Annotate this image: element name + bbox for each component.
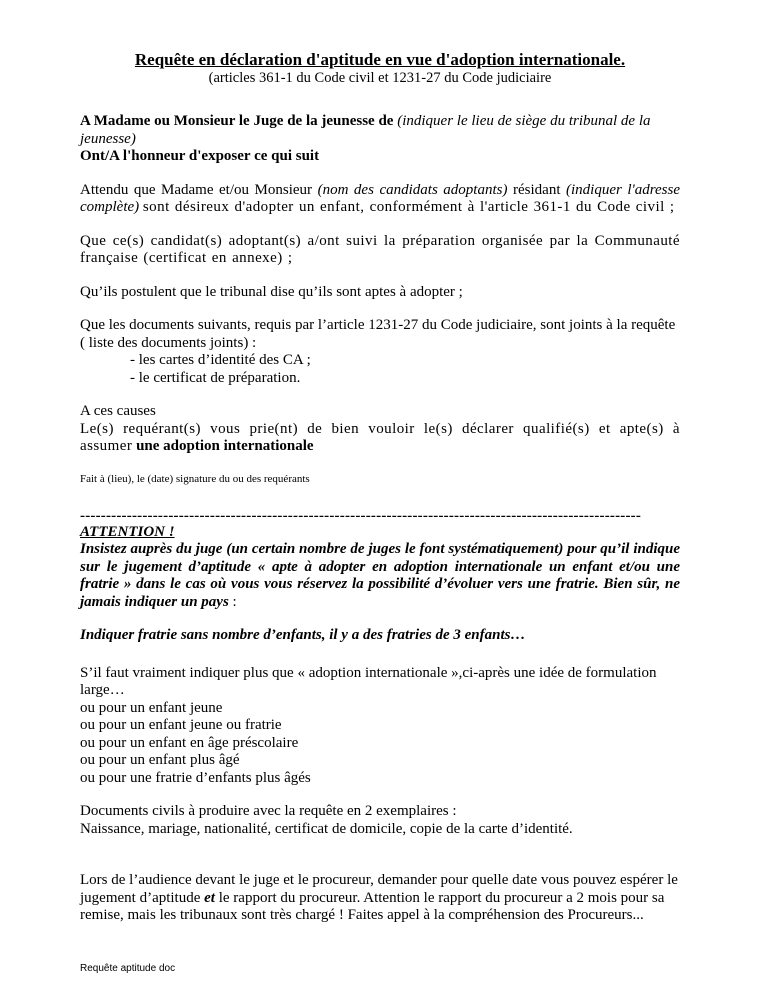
honneur-line: Ont/A l'honneur d'exposer ce qui suit: [80, 148, 320, 164]
page-footer: Requête aptitude doc: [80, 963, 176, 974]
attendu-names-placeholder: (nom des candidats adoptants): [317, 181, 508, 198]
civils-line-2: Naissance, mariage, nationalité, certificat de domicile, copie de la carte d’identité.: [80, 820, 573, 837]
audience-paragraph: [80, 872, 680, 925]
separator-line: ------------------------------------------------------------------------------------------------------------: [80, 509, 642, 524]
formulation-block: [80, 665, 680, 788]
formulation-item: ou pour un enfant en âge préscolaire: [80, 734, 299, 751]
address-placeholder: (indiquer le lieu de siège du tribunal de la jeunesse): [80, 113, 651, 147]
audience-emphasis: et: [204, 889, 215, 906]
attention-block: [80, 524, 680, 612]
audience-text-2: le rapport du procureur. Attention le rapport du procureur a 2 mois pour sa remise, mais les tribunaux sont très chargé ! Faites appel à la compréhension des Procureurs...: [80, 889, 665, 923]
postulent-paragraph: Qu’ils postulent que le tribunal dise qu’ils sont aptes à adopter ;: [80, 283, 463, 300]
attention-heading: ATTENTION !: [80, 523, 175, 540]
document-title: Requête en déclaration d'aptitude en vue d'adoption internationale.: [134, 50, 626, 69]
causes-line-2: Le(s) requérant(s) vous prie(nt) de bien vouloir le(s) déclarer qualifié(s) et apte(s) à assumer: [80, 420, 680, 454]
causes-line-1: A ces causes: [80, 403, 156, 419]
attention-colon: :: [228, 593, 237, 610]
attendu-paragraph: [80, 182, 680, 217]
formulation-item: ou pour un enfant jeune ou fratrie: [80, 717, 282, 733]
document-subtitle: (articles 361-1 du Code civil et 1231-27 du Code judiciaire: [208, 70, 552, 86]
formulation-item: ou pour une fratrie d’enfants plus âgés: [80, 769, 311, 786]
documents-intro: Que les documents suivants, requis par l’article 1231-27 du Code judiciaire, sont joints à la requête ( liste des documents joints) :: [80, 317, 676, 351]
documents-item: - le certificat de préparation.: [130, 369, 301, 386]
formulation-intro: S’il faut vraiment indiquer plus que « adoption internationale »,ci-après une idée de formulation large…: [80, 664, 657, 698]
address-judge: A Madame ou Monsieur le Juge de la jeunesse de: [80, 113, 394, 129]
address-block: [80, 113, 680, 166]
attendu-text-3: sont désireux d'adopter un enfant, conformément à l'article 361-1 du Code civil ;: [142, 199, 675, 215]
causes-paragraph: [80, 403, 680, 456]
causes-bold: une adoption internationale: [136, 438, 314, 454]
preparation-paragraph: Que ce(s) candidat(s) adoptant(s) a/ont suivi la préparation organisée par la Communauté française (certificat en annexe) ;: [80, 232, 680, 266]
fait-line: Fait à (lieu), le (date) signature du ou des requérants: [80, 472, 310, 485]
document-page: [80, 40, 680, 941]
attendu-text-1: Attendu que Madame et/ou Monsieur: [80, 181, 313, 198]
attention-paragraph: Insistez auprès du juge (un certain nombre de juges le font systématiquement) pour qu’il indique sur le jugement d’aptitude « apte à adopter en adoption internationale un enfant et/ou une fratrie » dans le cas où vous vous réservez la possibilité d’évoluer vers une fratrie. Bien sûr, ne jamais indiquer un pays: [80, 541, 680, 610]
civils-line-1: Documents civils à produire avec la requête en 2 exemplaires :: [80, 803, 457, 819]
formulation-item: ou pour un enfant plus âgé: [80, 752, 240, 768]
civils-block: [80, 803, 680, 838]
documents-item: - les cartes d’identité des CA ;: [130, 352, 311, 368]
attendu-address-placeholder: (indiquer l'adresse complète): [80, 181, 681, 215]
audience-text-1: Lors de l’audience devant le juge et le procureur, demander pour quelle date vous pouvez espérer le jugement d’aptitude: [80, 872, 678, 906]
fratrie-note: Indiquer fratrie sans nombre d’enfants, il y a des fratries de 3 enfants…: [80, 627, 526, 643]
documents-paragraph: [80, 317, 680, 387]
formulation-item: ou pour un enfant jeune: [80, 699, 223, 716]
attendu-text-2: résidant: [513, 181, 561, 198]
